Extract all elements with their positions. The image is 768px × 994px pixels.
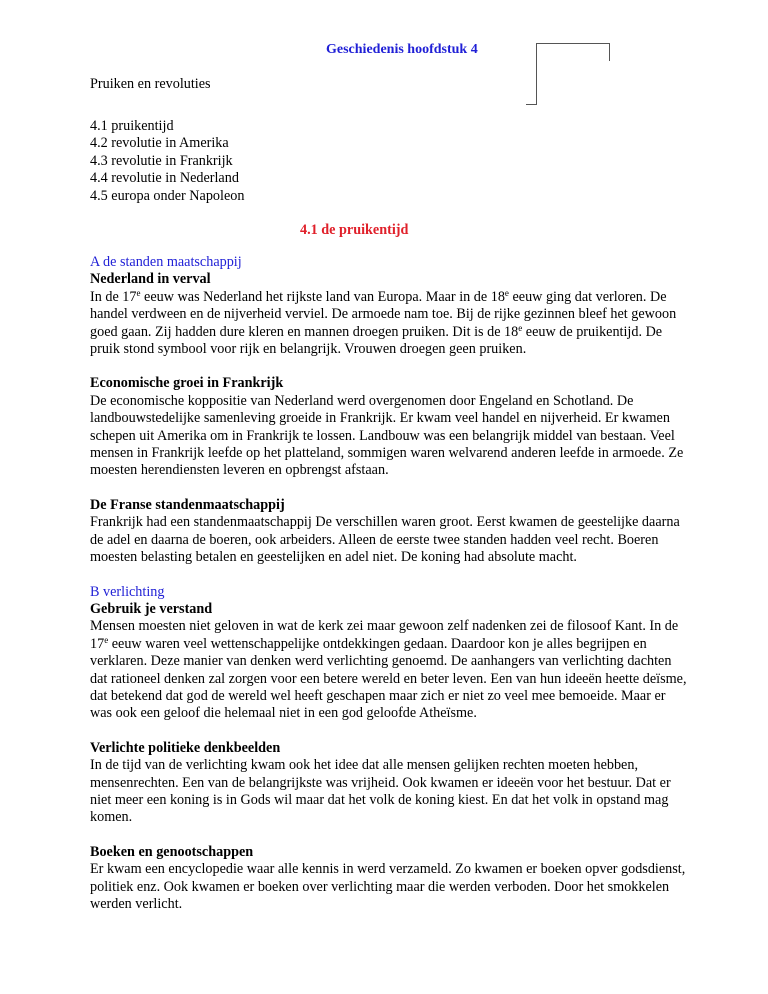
corner-line-horizontal — [526, 104, 537, 105]
paragraph-heading: De Franse standenmaatschappij — [90, 496, 285, 513]
paragraph-block — [90, 497, 690, 567]
toc-item: 4.4 revolutie in Nederland — [90, 170, 239, 187]
corner-line-vertical — [536, 60, 537, 105]
toc-item: 4.1 pruikentijd — [90, 118, 174, 134]
paragraph-block — [90, 375, 690, 479]
table-of-contents — [90, 118, 244, 205]
corner-box — [536, 43, 610, 61]
paragraph-block — [90, 844, 690, 914]
paragraph-heading: Gebruik je verstand — [90, 600, 213, 617]
section-title: 4.1 de pruikentijd — [300, 222, 409, 238]
paragraph-heading: Verlichte politieke denkbeelden — [90, 739, 281, 756]
paragraph-block — [90, 271, 690, 358]
paragraph-text: De economische koppositie van Nederland werd overgenomen door Engeland en Schotland. De landbouwstedelijke samenleving groeide in Frankrijk. Er kwam veel handel en nijverheid. Er kwamen schepen uit Amerika om in Frankrijk te lossen. Landbouw was een belangrijk middel van bestaan. Veel mensen in Frankrijk leefde op het platteland, sommigen waren welvarend anderen leefde in armoede. Ze moesten herendiensten leveren en opbrengst afstaan. — [90, 392, 684, 479]
paragraph-block — [90, 601, 690, 723]
paragraph-text: In de tijd van de verlichting kwam ook het idee dat alle mensen gelijken rechten moeten hebben, mensenrechten. Een van de belangrijkste was vrijheid. Ook kwamen er ideeën voor het bestuur. Dat er niet meer een koning is in Gods wil maar dat het volk de koning kiest. En dat het volk in opstand mag komen. — [90, 757, 671, 826]
part-a-heading: A de standen maatschappij — [90, 254, 242, 270]
toc-item: 4.2 revolutie in Amerika — [90, 135, 229, 152]
toc-item: 4.5 europa onder Napoleon — [90, 187, 245, 204]
part-b-heading: B verlichting — [90, 583, 165, 600]
paragraph-heading: Economische groei in Frankrijk — [90, 375, 284, 392]
paragraph-block — [90, 740, 690, 827]
paragraph-heading: Boeken en genootschappen — [90, 843, 254, 860]
toc-item: 4.3 revolutie in Frankrijk — [90, 152, 233, 169]
paragraph-text: Frankrijk had een standenmaatschappij De verschillen waren groot. Eerst kwamen de geestelijke daarna de adel en daarna de boeren, ook arbeiders. Alleen de eerste twee standen hadden veel recht. Boeren moesten belasting betalen en geestelijken en adel niet. De koning had absolute macht. — [90, 514, 680, 566]
document-title: Geschiedenis hoofdstuk 4 — [326, 42, 478, 57]
document-subtitle: Pruiken en revoluties — [90, 76, 211, 92]
paragraph-text: In de 17e eeuw was Nederland het rijkste land van Europa. Maar in de 18e eeuw ging dat verloren. De handel verdween en de nijverheid verviel. De armoede nam toe. Bij de rijke gezinnen bleef het gewoon goed gaan. Zij hadden dure kleren en mannen droegen pruiken. Dit is de 18e eeuw de pruikentijd. De pruik stond symbool voor rijk en belangrijk. Vrouwen droegen geen pruiken. — [90, 287, 677, 358]
paragraph-heading: Nederland in verval — [90, 271, 211, 288]
paragraph-text: Mensen moesten niet geloven in wat de kerk zei maar gewoon zelf nadenken zei de filosoof Kant. In de 17e eeuw waren veel wettenschappelijke ontdekkingen gedaan. Daardoor kon je alles begrijpen en verklaren. Deze manier van denken werd verlichting genoemd. De aanhangers van verlichting dachten dat rationeel denken zal zorgen voor een betere wereld en beter leven. Een van hun ideeën heette deïsme, dat betekend dat god de wereld wel heeft geschapen maar zich er niet zo veel mee bemoeide. Maar er was ook een geloof die helemaal niet in een god geloofde Atheïsme. — [90, 618, 687, 722]
section-content — [90, 254, 690, 930]
paragraph-text: Er kwam een encyclopedie waar alle kennis in werd verzameld. Zo kwamen er boeken opver godsdienst, politiek enz. Ook kwamen er boeken over verlichting maar die werden verboden. Door het smokkelen werden verlicht. — [90, 861, 686, 912]
